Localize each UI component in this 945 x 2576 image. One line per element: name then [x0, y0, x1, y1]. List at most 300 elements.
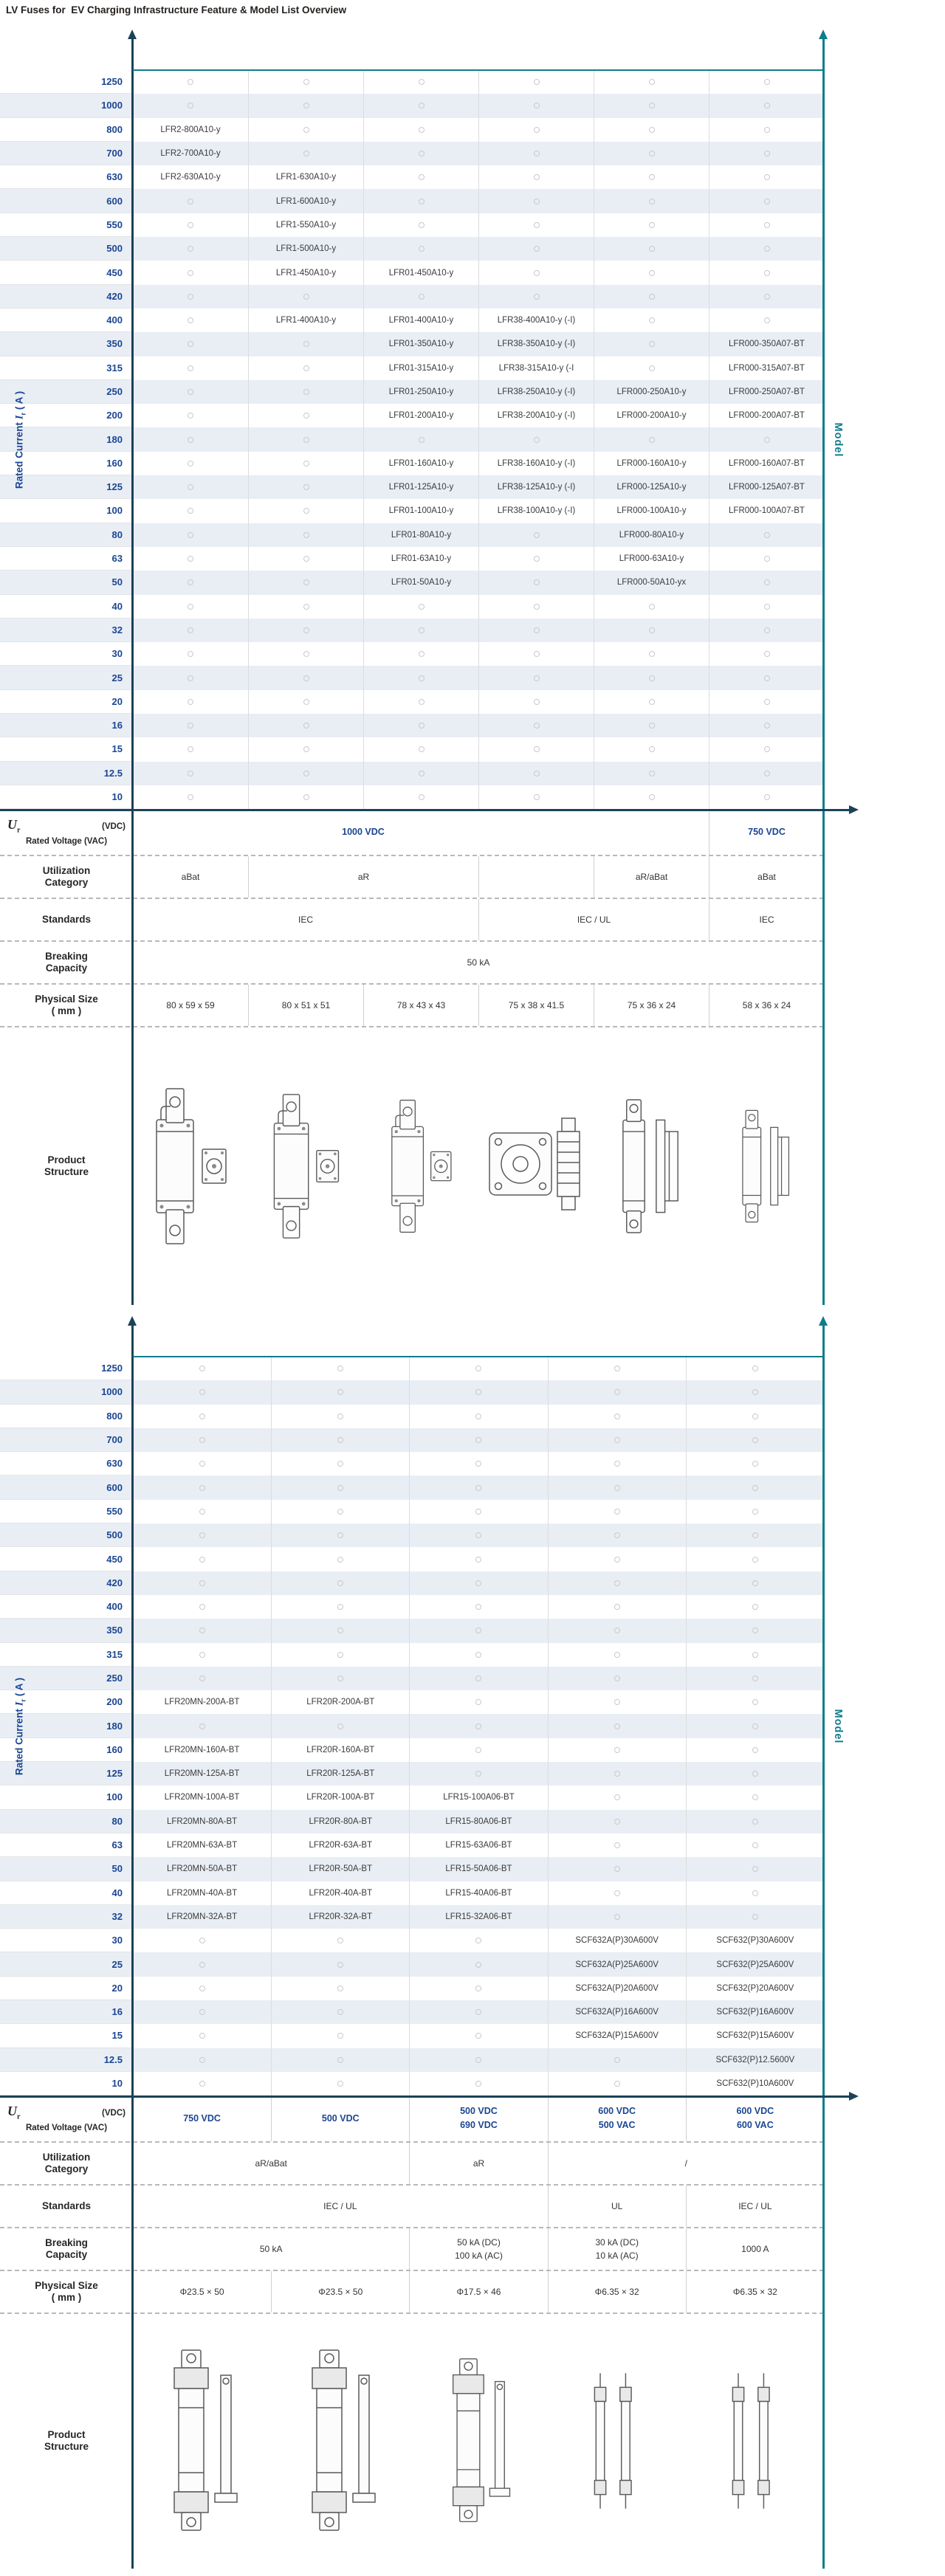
empty-model-cell [548, 1857, 686, 1881]
label-line: Structure [44, 2441, 89, 2453]
empty-marker-icon [752, 1890, 758, 1896]
model-cell [478, 452, 594, 475]
model-code: LFR000-125A07-BT [729, 483, 805, 492]
empty-model-cell [686, 1785, 824, 1809]
empty-model-cell [363, 118, 478, 142]
rated-current-value: 400 [0, 1595, 133, 1619]
model-code: LFR000-315A07-BT [729, 363, 805, 373]
empty-model-cell [478, 642, 594, 666]
table-row [0, 1905, 824, 1929]
row-cells [133, 1523, 824, 1547]
table-row [0, 2024, 824, 2048]
model-code: SCF632A(P)30A600V [575, 1936, 659, 1946]
rated-current-value: 800 [0, 118, 133, 142]
model-code: LFR20MN-100A-BT [164, 1793, 240, 1802]
label-line: Product [47, 2429, 86, 2441]
row-cells [133, 523, 824, 547]
empty-model-cell [133, 690, 248, 714]
empty-model-cell [248, 666, 363, 689]
label-line: Product [47, 1154, 86, 1165]
model-code: LFR20R-125A-BT [306, 1769, 375, 1779]
empty-model-cell [594, 70, 709, 94]
standards-values-1 [133, 899, 824, 940]
model-code: LFR000-160A07-BT [729, 458, 805, 468]
empty-marker-icon [534, 174, 540, 180]
empty-marker-icon [419, 675, 425, 681]
model-cell [594, 380, 709, 404]
empty-model-cell [248, 285, 363, 309]
table-row [0, 2048, 824, 2072]
rated-current-value: 160 [0, 452, 133, 475]
empty-model-cell [409, 2048, 547, 2072]
table-row [0, 1500, 824, 1523]
model-cell [686, 1952, 824, 1976]
row-cells [133, 1667, 824, 1690]
empty-model-cell [363, 94, 478, 117]
empty-marker-icon [419, 746, 425, 752]
spec-value [548, 2228, 686, 2270]
table-row [0, 237, 824, 261]
rated-current-value: 1250 [0, 1357, 133, 1380]
table-row [0, 261, 824, 284]
empty-marker-icon [649, 627, 655, 633]
model-code: LFR000-200A10-y [616, 411, 687, 421]
empty-model-cell [363, 666, 478, 689]
rated-current-value: 20 [0, 1977, 133, 2000]
empty-model-cell [133, 2000, 271, 2024]
empty-marker-icon [337, 1461, 343, 1467]
empty-marker-icon [614, 1794, 620, 1800]
empty-marker-icon [649, 651, 655, 657]
empty-marker-icon [649, 294, 655, 300]
spec-value [409, 2271, 547, 2312]
model-code: SCF632(P)15A600V [716, 2031, 794, 2041]
model-code: LFR15-100A06-BT [443, 1793, 515, 1802]
empty-model-cell [363, 785, 478, 809]
empty-model-cell [271, 1929, 409, 1952]
table-row [0, 213, 824, 237]
spec-value-line: 690 VDC [460, 2120, 498, 2131]
empty-marker-icon [337, 1389, 343, 1395]
row-cells [133, 1785, 824, 1809]
rated-current-value: 30 [0, 1929, 133, 1952]
rated-current-value: 450 [0, 261, 133, 284]
empty-model-cell [594, 642, 709, 666]
y-axis-line-2 [131, 1325, 134, 2569]
empty-model-cell [594, 357, 709, 380]
empty-marker-icon [188, 484, 193, 490]
empty-model-cell [594, 142, 709, 165]
product-drawing-flat-fuse [594, 1027, 709, 1304]
spec-value-line: 80 x 59 x 59 [166, 999, 215, 1010]
spec-value-line: IEC [298, 914, 313, 925]
empty-marker-icon [303, 437, 309, 443]
empty-marker-icon [764, 771, 770, 776]
row-cells [133, 2072, 824, 2095]
row-cells [133, 1405, 824, 1428]
empty-marker-icon [752, 1866, 758, 1872]
empty-model-cell [478, 142, 594, 165]
row-cells [133, 1977, 824, 2000]
empty-marker-icon [303, 556, 309, 562]
empty-marker-icon [475, 1413, 481, 1419]
empty-model-cell [686, 1500, 824, 1523]
ur-symbol: $U_r$ [7, 817, 21, 835]
empty-marker-icon [199, 1723, 205, 1729]
empty-model-cell [133, 70, 248, 94]
empty-model-cell [363, 690, 478, 714]
empty-model-cell [409, 2072, 547, 2095]
empty-model-cell [363, 737, 478, 761]
empty-marker-icon [199, 1628, 205, 1633]
empty-marker-icon [475, 1962, 481, 1968]
row-cells [133, 1929, 824, 1952]
model-cell [409, 1881, 547, 1905]
table-row [0, 1857, 824, 1881]
empty-marker-icon [475, 1723, 481, 1729]
row-cells [133, 762, 824, 785]
model-code: LFR38-250A10-y (-I) [497, 388, 576, 396]
empty-marker-icon [419, 103, 425, 109]
empty-marker-icon [475, 2033, 481, 2039]
empty-marker-icon [649, 317, 655, 323]
row-cells [133, 1810, 824, 1833]
spec-row-physical [0, 983, 824, 1026]
spec-value [686, 2228, 824, 2270]
empty-marker-icon [188, 651, 193, 657]
model-code: LFR1-400A10-y [275, 316, 337, 326]
empty-model-cell [133, 380, 248, 404]
empty-marker-icon [419, 127, 425, 133]
spec-row-utilization [0, 855, 824, 898]
empty-marker-icon [764, 794, 770, 800]
empty-model-cell [409, 1738, 547, 1762]
spec-row-breaking [0, 2227, 824, 2270]
empty-marker-icon [419, 199, 425, 204]
rated-current-value: 550 [0, 213, 133, 237]
empty-model-cell [363, 619, 478, 642]
rated-current-value: 180 [0, 427, 133, 451]
spec-value [133, 2228, 409, 2270]
empty-marker-icon [419, 771, 425, 776]
spec-value-line: 10 kA (AC) [595, 2250, 639, 2262]
empty-marker-icon [303, 365, 309, 371]
model-code: LFR20R-100A-BT [306, 1793, 375, 1802]
empty-marker-icon [534, 723, 540, 729]
rated-current-value: 16 [0, 2000, 133, 2024]
empty-marker-icon [649, 365, 655, 371]
product-drawing-flat-fuse-sm [709, 1027, 824, 1304]
row-cells [133, 499, 824, 523]
table-row [0, 1523, 824, 1547]
model-code: LFR000-200A07-BT [729, 411, 805, 421]
empty-model-cell [709, 309, 824, 332]
empty-model-cell [686, 1667, 824, 1690]
product-drawing-flange-fuse [478, 1027, 594, 1304]
empty-model-cell [133, 1595, 271, 1619]
empty-marker-icon [188, 317, 193, 323]
label-line: ( mm ) [51, 1005, 82, 1017]
empty-marker-icon [614, 1580, 620, 1586]
empty-marker-icon [534, 604, 540, 610]
empty-model-cell [363, 213, 478, 237]
model-code: LFR20MN-200A-BT [164, 1698, 240, 1707]
empty-model-cell [594, 118, 709, 142]
empty-model-cell [548, 1643, 686, 1667]
spec-value [548, 2271, 686, 2312]
rated-current-value: 15 [0, 737, 133, 761]
table-row [0, 2072, 824, 2095]
empty-model-cell [409, 1619, 547, 1642]
model-code: SCF632A(P)20A600V [575, 1983, 659, 1993]
spec-value-line: 1000 A [741, 2243, 769, 2254]
label-line: Standards [41, 914, 92, 926]
empty-model-cell [548, 2048, 686, 2072]
label-line: Category [44, 877, 89, 889]
model-code: LFR20R-80A-BT [309, 1816, 373, 1826]
empty-marker-icon [534, 294, 540, 300]
empty-model-cell [709, 94, 824, 117]
empty-model-cell [409, 1714, 547, 1738]
empty-model-cell [709, 523, 824, 547]
product-drawing-cyl-fuse-lg [133, 2314, 271, 2568]
empty-marker-icon [337, 1676, 343, 1681]
empty-model-cell [409, 1475, 547, 1499]
rated-current-value: 200 [0, 404, 133, 427]
empty-marker-icon [199, 1962, 205, 1968]
model-code: LFR38-125A10-y (-I) [497, 483, 576, 492]
spec-value-line: aR [357, 871, 370, 882]
label-line: Category [44, 2163, 89, 2175]
empty-model-cell [478, 118, 594, 142]
model-axis-arrow-icon [819, 1316, 828, 1326]
empty-marker-icon [188, 746, 193, 752]
model-axis-label: Model [832, 1709, 844, 1744]
model-code: LFR01-400A10-y [388, 316, 454, 326]
model-cell [594, 404, 709, 427]
empty-marker-icon [303, 461, 309, 466]
model-cell [709, 380, 824, 404]
empty-marker-icon [614, 1628, 620, 1633]
empty-marker-icon [303, 508, 309, 514]
model-cell [686, 1977, 824, 2000]
model-cell [409, 1857, 547, 1881]
row-cells [133, 1619, 824, 1642]
table-row [0, 523, 824, 547]
row-cells [133, 595, 824, 619]
empty-marker-icon [614, 1699, 620, 1705]
table-row [0, 1714, 824, 1738]
table-row [0, 785, 824, 809]
empty-model-cell [548, 1405, 686, 1428]
empty-marker-icon [303, 794, 309, 800]
spec-value-line: Φ17.5 × 46 [456, 2286, 501, 2297]
empty-marker-icon [534, 199, 540, 204]
table-row [0, 690, 824, 714]
label-line: Capacity [45, 962, 88, 974]
empty-marker-icon [188, 199, 193, 204]
product-drawing-cyl-fuse-lg [271, 2314, 409, 2568]
empty-marker-icon [199, 2057, 205, 2063]
empty-marker-icon [419, 222, 425, 228]
model-code: LFR01-160A10-y [388, 458, 454, 468]
row-cells [133, 2048, 824, 2072]
model-cell [409, 1785, 547, 1809]
empty-marker-icon [752, 1413, 758, 1419]
empty-model-cell [594, 762, 709, 785]
empty-model-cell [248, 499, 363, 523]
empty-model-cell [594, 619, 709, 642]
empty-model-cell [594, 165, 709, 189]
row-cells [133, 1905, 824, 1929]
empty-marker-icon [419, 79, 425, 85]
empty-marker-icon [764, 294, 770, 300]
table-row [0, 332, 824, 356]
empty-marker-icon [337, 1580, 343, 1586]
spec-value [709, 899, 824, 940]
spec-value-line: UL [611, 2200, 623, 2211]
empty-model-cell [478, 189, 594, 213]
empty-model-cell [709, 642, 824, 666]
voltage-values-1 [133, 809, 824, 855]
empty-model-cell [548, 1380, 686, 1404]
spec-value-line: 75 x 38 x 41.5 [508, 999, 565, 1010]
empty-model-cell [548, 1905, 686, 1929]
empty-marker-icon [752, 1794, 758, 1800]
empty-model-cell [133, 1643, 271, 1667]
empty-marker-icon [475, 2081, 481, 2087]
spec-value [409, 2228, 547, 2270]
model-cell [363, 523, 478, 547]
empty-model-cell [709, 237, 824, 261]
empty-marker-icon [534, 127, 540, 133]
spec-value-line: Φ23.5 × 50 [179, 2286, 224, 2297]
empty-marker-icon [303, 127, 309, 133]
rated-current-value: 160 [0, 1738, 133, 1762]
empty-model-cell [133, 94, 248, 117]
spec-label-utilization [0, 856, 133, 898]
spec-value [686, 2186, 824, 2227]
empty-marker-icon [752, 1485, 758, 1491]
empty-marker-icon [614, 1604, 620, 1610]
model-cell [133, 142, 248, 165]
empty-marker-icon [752, 1366, 758, 1371]
rated-current-value: 40 [0, 595, 133, 619]
model-code: LFR01-250A10-y [388, 388, 454, 396]
empty-marker-icon [188, 771, 193, 776]
empty-marker-icon [752, 1771, 758, 1777]
model-cell [133, 1833, 271, 1857]
empty-model-cell [133, 1405, 271, 1428]
empty-marker-icon [764, 532, 770, 538]
empty-model-cell [133, 1619, 271, 1642]
empty-marker-icon [649, 746, 655, 752]
empty-model-cell [409, 2024, 547, 2048]
empty-marker-icon [614, 2057, 620, 2063]
empty-model-cell [594, 427, 709, 451]
empty-model-cell [686, 1905, 824, 1929]
empty-model-cell [478, 785, 594, 809]
rated-current-value: 1000 [0, 94, 133, 117]
model-cell [248, 261, 363, 284]
empty-model-cell [709, 70, 824, 94]
model-code: SCF632(P)20A600V [716, 1983, 794, 1993]
empty-marker-icon [188, 389, 193, 395]
empty-model-cell [548, 1881, 686, 1905]
product-drawing-cyl-fuse-md [409, 2314, 547, 2568]
rated-current-value: 200 [0, 1690, 133, 1714]
voltage-symbol-line [7, 2104, 126, 2122]
empty-marker-icon [614, 1389, 620, 1395]
empty-marker-icon [188, 341, 193, 347]
empty-model-cell [409, 1452, 547, 1475]
spec-value-line: 50 kA (DC) [457, 2236, 501, 2248]
model-cell [271, 1857, 409, 1881]
empty-marker-icon [337, 1723, 343, 1729]
empty-marker-icon [188, 627, 193, 633]
rated-current-value: 600 [0, 1475, 133, 1499]
empty-marker-icon [199, 2009, 205, 2015]
empty-marker-icon [419, 651, 425, 657]
table-row [0, 1547, 824, 1571]
spec-value [478, 899, 709, 940]
empty-model-cell [594, 94, 709, 117]
label-line: Physical Size [35, 993, 98, 1005]
spec-value-line: 80 x 51 x 51 [281, 999, 331, 1010]
rated-current-value: 315 [0, 357, 133, 380]
empty-model-cell [363, 165, 478, 189]
model-cell [271, 1810, 409, 1833]
empty-marker-icon [649, 771, 655, 776]
model-code: LFR000-63A10-y [619, 554, 684, 564]
empty-marker-icon [337, 1366, 343, 1371]
table-row [0, 1595, 824, 1619]
spec-row-rated-voltage [0, 2095, 824, 2141]
empty-marker-icon [303, 294, 309, 300]
empty-model-cell [478, 547, 594, 571]
spec-value-line: aR/aBat [635, 871, 668, 882]
empty-model-cell [248, 737, 363, 761]
rated-current-value: 630 [0, 1452, 133, 1475]
y-axis-line-1 [131, 38, 134, 1305]
voltage-name-line [26, 2124, 107, 2134]
empty-marker-icon [752, 1604, 758, 1610]
row-cells [133, 404, 824, 427]
model-code: SCF632A(P)15A600V [575, 2031, 659, 2041]
empty-marker-icon [419, 174, 425, 180]
empty-marker-icon [534, 246, 540, 252]
table-row [0, 737, 824, 761]
empty-model-cell [363, 189, 478, 213]
table-row [0, 404, 824, 427]
model-cell [709, 404, 824, 427]
empty-marker-icon [764, 699, 770, 705]
model-cell [133, 1690, 271, 1714]
empty-model-cell [133, 261, 248, 284]
spec-value-line: IEC / UL [738, 2200, 772, 2211]
empty-marker-icon [752, 1580, 758, 1586]
empty-model-cell [709, 619, 824, 642]
empty-marker-icon [649, 699, 655, 705]
model-code: LFR20R-50A-BT [309, 1864, 373, 1874]
row-cells [133, 285, 824, 309]
empty-marker-icon [419, 246, 425, 252]
empty-marker-icon [188, 413, 193, 419]
empty-model-cell [409, 1667, 547, 1690]
empty-model-cell [271, 1547, 409, 1571]
model-cell [133, 1905, 271, 1929]
model-code: LFR1-500A10-y [275, 244, 337, 254]
